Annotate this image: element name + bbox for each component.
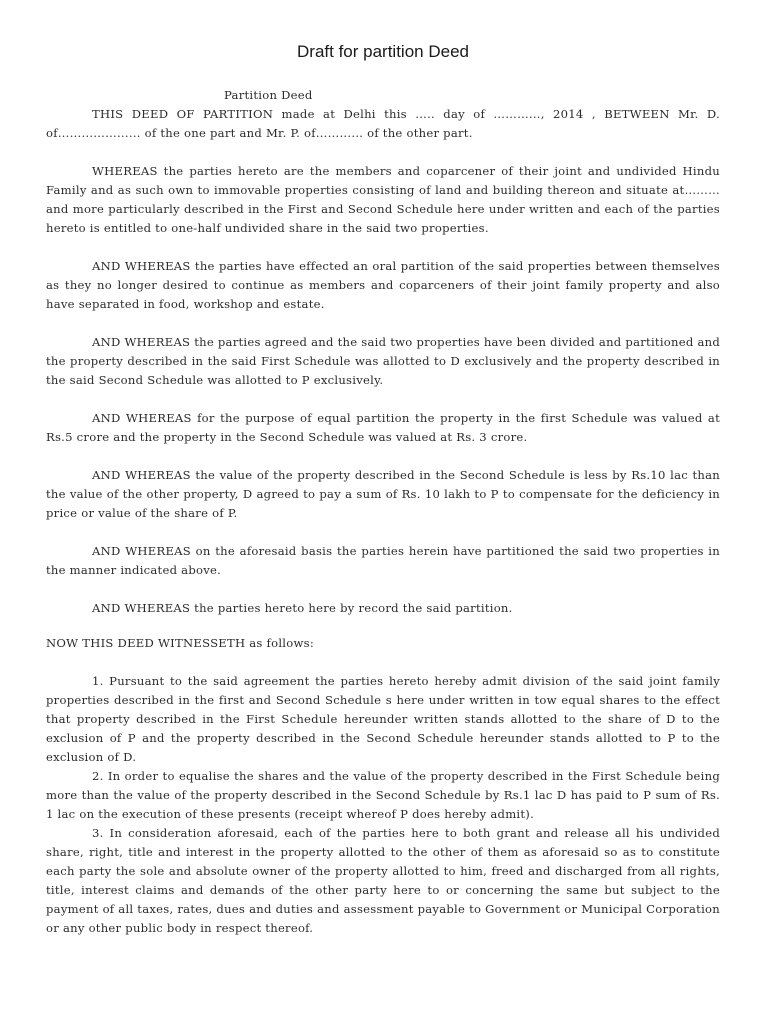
recital-paragraph: AND WHEREAS the parties agreed and the said two properties have been divided and partitioned and the property described in the said First Schedule was allotted to D exclusively and the property described in the said Second Schedule was allotted to P exclusively.	[46, 335, 720, 387]
deed-page	[46, 40, 720, 938]
witnesseth-heading: NOW THIS DEED WITNESSETH as follows:	[46, 636, 315, 650]
recital-paragraph: AND WHEREAS the value of the property described in the Second Schedule is less by Rs.10 lac than the value of the other property, D agreed to pay a sum of Rs. 10 lakh to P to compensate for the deficiency in price or value of the share of P.	[46, 468, 720, 520]
recital-paragraph: AND WHEREAS the parties hereto here by record the said partition.	[92, 601, 513, 615]
recital-paragraph: AND WHEREAS for the purpose of equal partition the property in the first Schedule was valued at Rs.5 crore and the property in the Second Schedule was valued at Rs. 3 crore.	[46, 411, 720, 444]
recital-paragraph: AND WHEREAS on the aforesaid basis the parties herein have partitioned the said two properties in the manner indicated above.	[46, 544, 720, 577]
recital-paragraph: AND WHEREAS the parties have effected an oral partition of the said properties between themselves as they no longer desired to continue as members and coparceners of their joint family property and also have separated in food, workshop and estate.	[46, 259, 720, 311]
recital-paragraph: WHEREAS the parties hereto are the members and coparcener of their joint and undivided Hindu Family and as such own to immovable properties consisting of land and building thereon and situate at……… and more particularly described in the First and Second Schedule here under written and each of the parties hereto is entitled to one-half undivided share in the said two properties.	[46, 164, 720, 235]
document-title: Draft for partition Deed	[297, 42, 469, 61]
clause-paragraph: 1. Pursuant to the said agreement the parties hereto hereby admit division of the said joint family properties described in the first and Second Schedule s here under written in tow equal shares to the effect that property described in the First Schedule hereunder written stands allotted to the share of D to the exclusion of P and the property described in the Second Schedule hereunder stands allotted to P to the exclusion of D.	[46, 674, 720, 764]
opening-paragraph: THIS DEED OF PARTITION made at Delhi this ….. day of …………, 2014 , BETWEEN Mr. D. of………………… of the one part and Mr. P. of………… of the other part.	[46, 107, 720, 140]
document-subtitle: Partition Deed	[224, 88, 313, 102]
clause-paragraph: 2. In order to equalise the shares and the value of the property described in the First Schedule being more than the value of the property described in the Second Schedule by Rs.1 lac D has paid to P sum of Rs. 1 lac on the execution of these presents (receipt whereof P does hereby admit).	[46, 769, 720, 821]
clause-paragraph: 3. In consideration aforesaid, each of the parties here to both grant and release all his undivided share, right, title and interest in the property allotted to the other of them as aforesaid so as to constitute each party the sole and absolute owner of the property allotted to him, freed and discharged from all rights, title, interest claims and demands of the other party here to or concerning the same but subject to the payment of all taxes, rates, dues and duties and assessment payable to Government or Municipal Corporation or any other public body in respect thereof.	[46, 826, 720, 935]
